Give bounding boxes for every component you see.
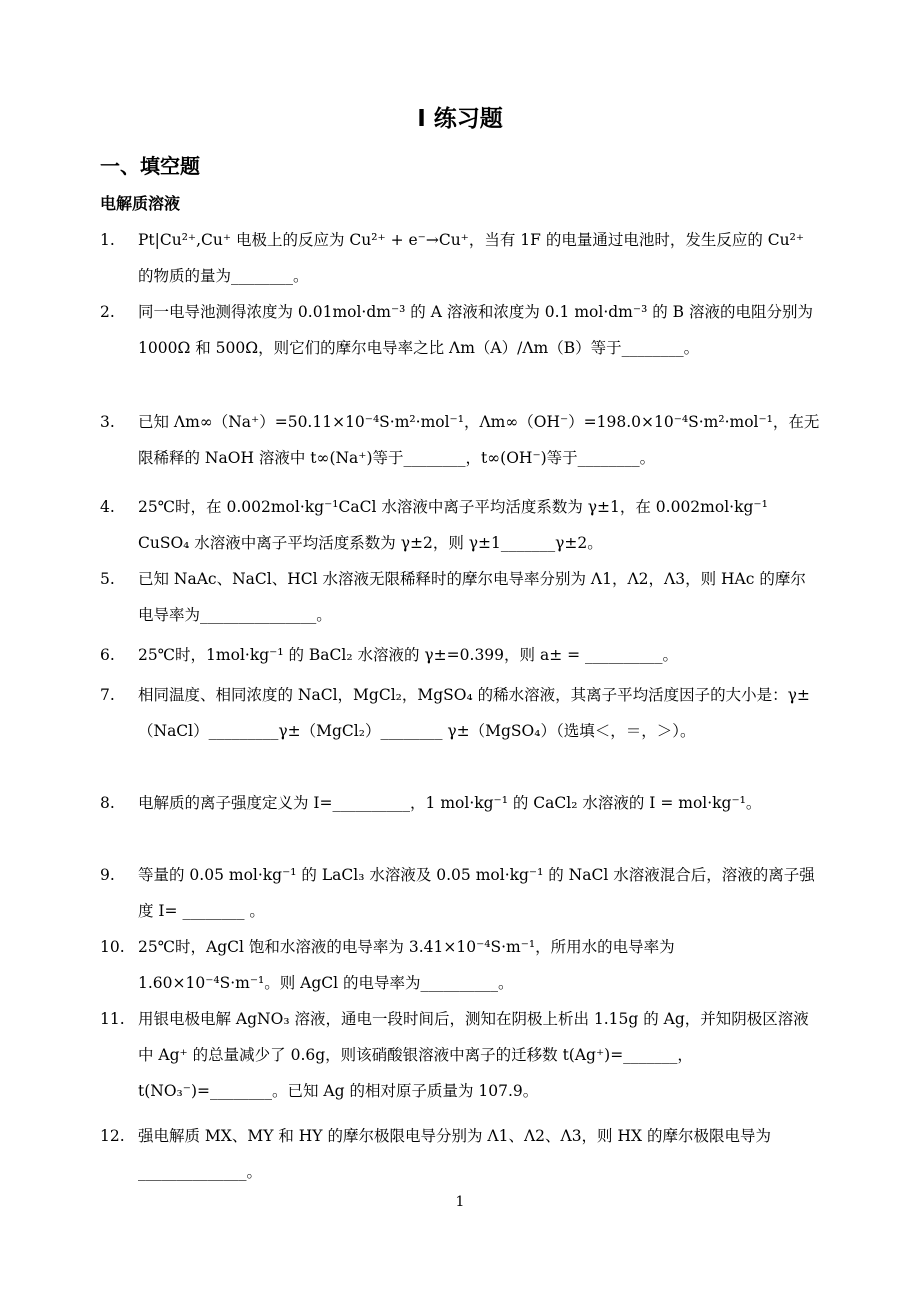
question-1 [100, 222, 820, 294]
question-text: 等量的 0.05 mol·kg⁻¹ 的 LaCl₃ 水溶液及 0.05 mol·kg⁻¹ 的 NaCl 水溶液混合后，溶液的离子强度 I= ________ 。 [138, 866, 815, 920]
question-number: 7. [100, 686, 115, 704]
question-text: 25℃时，AgCl 饱和水溶液的电导率为 3.41×10⁻⁴S·m⁻¹，所用水的电导率为 1.60×10⁻⁴S·m⁻¹。则 AgCl 的电导率为__________。 [138, 938, 675, 992]
question-text: Pt|Cu²⁺,Cu⁺ 电极上的反应为 Cu²⁺ + e⁻→Cu⁺，当有 1F 的电量通过电池时，发生反应的 Cu²⁺ 的物质的量为________。 [138, 231, 805, 285]
question-3 [100, 404, 820, 476]
question-text: 强电解质 MX、MY 和 HY 的摩尔极限电导分别为 Λ1、Λ2、Λ3，则 HX 的摩尔极限电导为______________。 [138, 1127, 771, 1181]
question-8 [100, 785, 820, 821]
question-text: 用银电极电解 AgNO₃ 溶液，通电一段时间后，测知在阴极上析出 1.15g 的 Ag，并知阴极区溶液中 Ag⁺ 的总量减少了 0.6g，则该硝酸银溶液中离子的迁移数 t(Ag⁺)=_______，t(NO₃⁻)=________。已知 Ag 的相对原子质量为 107.9。 [138, 1010, 809, 1100]
question-9 [100, 857, 820, 929]
question-number: 11. [100, 1010, 125, 1028]
question-number: 9. [100, 866, 115, 884]
question-12 [100, 1118, 820, 1190]
question-text: 相同温度、相同浓度的 NaCl，MgCl₂，MgSO₄ 的稀水溶液，其离子平均活度因子的大小是：γ±（NaCl）_________γ±（MgCl₂）________ γ±（MgSO₄）（选填＜，＝，＞）。 [138, 686, 810, 740]
page-number: 1 [455, 1194, 465, 1210]
question-number: 3. [100, 413, 115, 431]
question-2 [100, 294, 820, 366]
question-text: 25℃时，在 0.002mol·kg⁻¹CaCl 水溶液中离子平均活度系数为 γ±1，在 0.002mol·kg⁻¹ CuSO₄ 水溶液中离子平均活度系数为 γ±2，则 γ±1_______γ±2。 [138, 498, 768, 552]
question-7 [100, 677, 820, 749]
page-title: I 练习题 [417, 106, 503, 132]
section-heading: 一、填空题 [100, 154, 200, 178]
question-number: 12. [100, 1127, 125, 1145]
question-number: 6. [100, 646, 115, 664]
question-text: 电解质的离子强度定义为 I=__________，1 mol·kg⁻¹ 的 CaCl₂ 水溶液的 I = mol·kg⁻¹。 [138, 794, 762, 812]
question-number: 5. [100, 570, 115, 588]
question-10 [100, 929, 820, 1001]
subsection-heading: 电解质溶液 [100, 194, 181, 213]
question-4 [100, 489, 820, 561]
question-number: 2. [100, 303, 115, 321]
question-number: 4. [100, 498, 115, 516]
question-text: 已知 NaAc、NaCl、HCl 水溶液无限稀释时的摩尔电导率分别为 Λ1，Λ2，Λ3，则 HAc 的摩尔电导率为_______________。 [138, 570, 806, 624]
question-text: 已知 Λm∞（Na⁺）=50.11×10⁻⁴S·m²·mol⁻¹，Λm∞（OH⁻）=198.0×10⁻⁴S·m²·mol⁻¹，在无限稀释的 NaOH 溶液中 t∞(Na⁺)等于________，t∞(OH⁻)等于________。 [138, 413, 820, 467]
question-number: 8. [100, 794, 115, 812]
question-6 [100, 637, 820, 673]
question-11 [100, 1001, 820, 1109]
question-text: 同一电导池测得浓度为 0.01mol·dm⁻³ 的 A 溶液和浓度为 0.1 mol·dm⁻³ 的 B 溶液的电阻分别为 1000Ω 和 500Ω，则它们的摩尔电导率之比 Λm（A）/Λm（B）等于________。 [138, 303, 813, 357]
question-5 [100, 561, 820, 633]
question-text: 25℃时，1mol·kg⁻¹ 的 BaCl₂ 水溶液的 γ±=0.399，则 a± = __________。 [138, 646, 679, 664]
question-number: 1. [100, 231, 115, 249]
question-number: 10. [100, 938, 125, 956]
